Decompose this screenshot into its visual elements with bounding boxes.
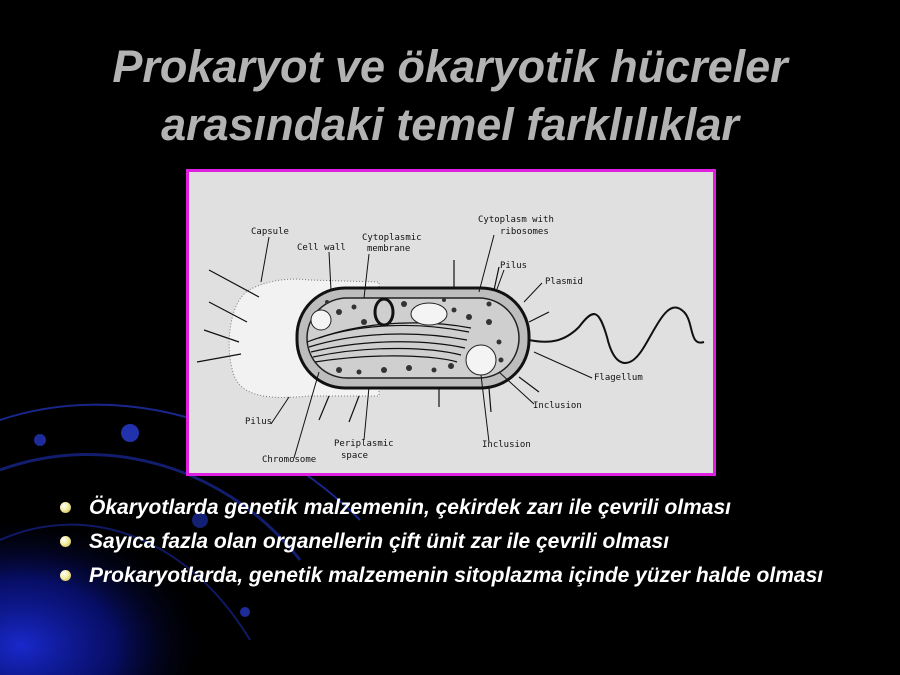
label-periplasmic-2: space — [341, 451, 369, 461]
inclusion-shape-1 — [411, 303, 447, 325]
bullet-text: Prokaryotlarda, genetik malzemenin sitoplazma içinde yüzer halde olması — [89, 564, 824, 587]
bullet-item — [60, 497, 880, 519]
bacterium-diagram-frame — [186, 169, 716, 476]
label-cytoplasm-2: ribosomes — [500, 227, 549, 237]
label-inclusion-right: Inclusion — [533, 401, 582, 411]
label-inclusion-bottom: Inclusion — [482, 440, 531, 450]
bullet-icon — [60, 502, 71, 513]
flagellum-shape — [529, 307, 704, 363]
title-line-2: arasındaki temel farklılıklar — [161, 99, 739, 150]
bullet-icon — [60, 570, 71, 581]
label-chromosome: Chromosome — [262, 455, 317, 465]
bullet-list — [60, 497, 880, 599]
label-cytoplasmic-membrane-2: membrane — [367, 244, 411, 254]
label-periplasmic-1: Periplasmic — [334, 439, 394, 449]
label-plasmid: Plasmid — [545, 277, 583, 287]
label-pilus-left: Pilus — [245, 417, 273, 427]
bullet-icon — [60, 536, 71, 547]
bacterium-diagram — [189, 172, 713, 473]
label-cytoplasm-1: Cytoplasm with — [478, 215, 554, 225]
bullet-text: Sayıca fazla olan organellerin çift ünit zar ile çevrili olması — [89, 530, 670, 553]
bullet-text: Ökaryotlarda genetik malzemenin, çekirdek zarı ile çevrili olması — [89, 496, 731, 519]
bullet-item — [60, 565, 880, 587]
label-pilus-top: Pilus — [500, 261, 528, 271]
label-capsule: Capsule — [251, 227, 289, 237]
bullet-item — [60, 531, 880, 553]
label-flagellum: Flagellum — [594, 373, 643, 383]
label-cytoplasmic-membrane-1: Cytoplasmic — [362, 233, 422, 243]
title-line-1: Prokaryot ve ökaryotik hücreler — [112, 41, 788, 92]
label-cell-wall: Cell wall — [297, 243, 346, 253]
inclusion-shape-3 — [311, 310, 331, 330]
inclusion-shape-2 — [466, 345, 496, 375]
slide-title — [0, 38, 900, 154]
